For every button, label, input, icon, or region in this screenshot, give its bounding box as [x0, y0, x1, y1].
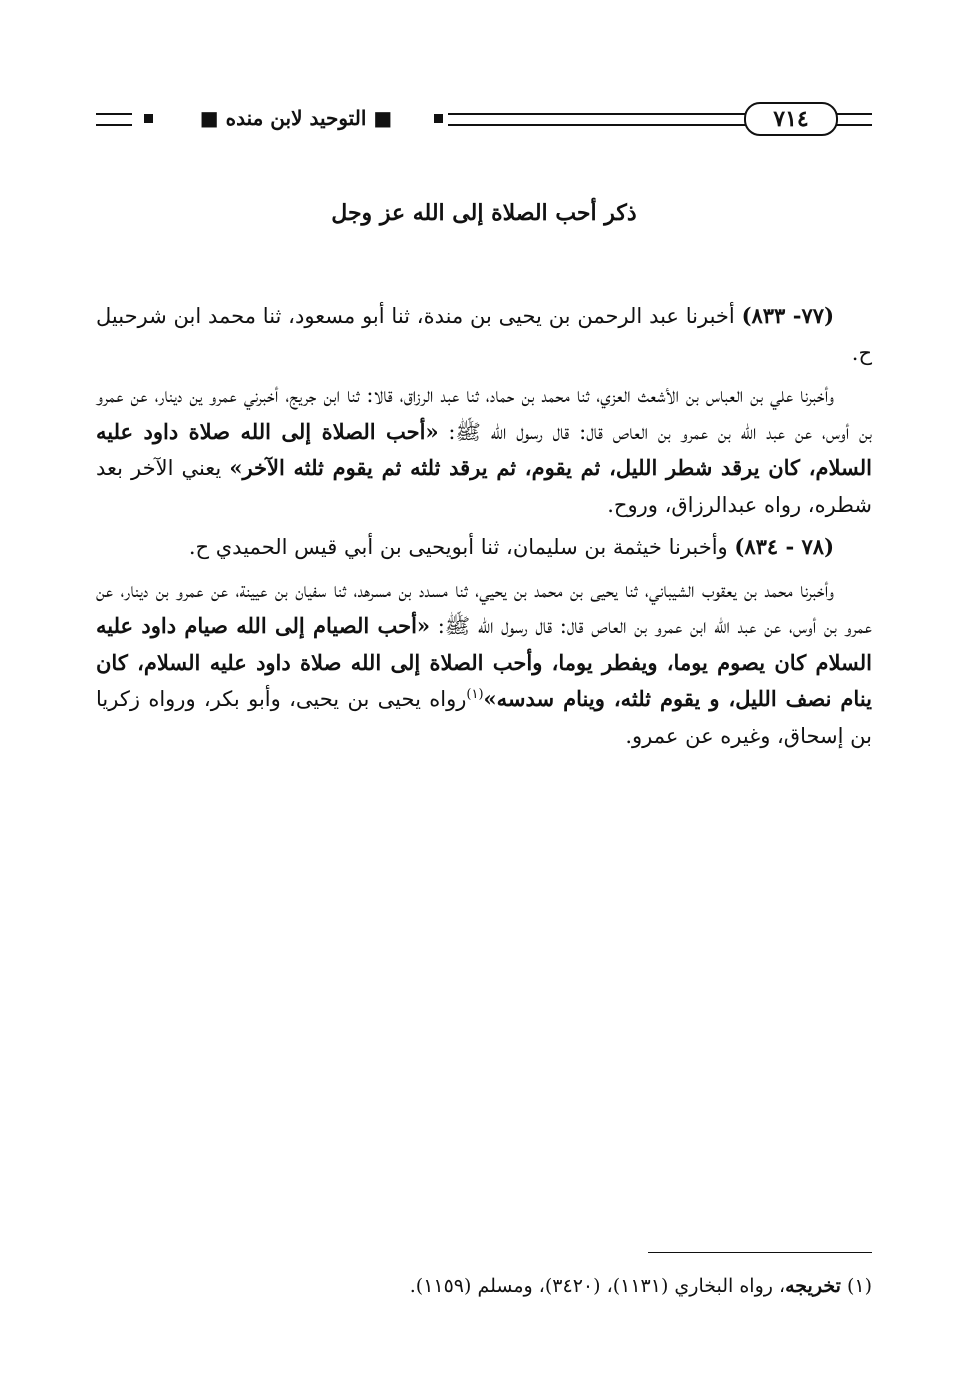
paragraph	[96, 529, 872, 566]
hadith-number: (٧٧- ٨٣٣)	[741, 303, 835, 328]
paragraph-text: وأخبرنا محمد بن يعقوب الشيباني، ثنا يحيى بن محمد بن يحيي، ثنا مسدد بن مسرهد، ثنا سفيان بن عيينة، عن عمرو بن دينار، عن عمرو بن أوس، عن عبد الله ابن عمرو بن العاص قال: قال رسول الله ﷺ:	[96, 577, 872, 638]
footnote-text: ، رواه البخاري (١١٣١)، (٣٤٢٠)، ومسلم (١١٥٩).	[409, 1275, 786, 1297]
paragraph	[96, 377, 872, 523]
running-header	[96, 100, 872, 144]
hadith-number: (٧٨ - ٨٣٤)	[734, 534, 834, 559]
footnote-reference[interactable]: (١)	[466, 687, 484, 702]
paragraph-text: أخبرنا عبد الرحمن بن يحيى بن مندة، ثنا أبو مسعود، ثنا محمد ابن شرحبيل ح.	[96, 304, 872, 365]
paragraph-text: وأخبرنا خيثمة بن سليمان، ثنا أبويحيى بن أبي قيس الحميدي ح.	[188, 535, 735, 559]
header-rule	[96, 113, 132, 126]
footnote-separator	[648, 1252, 872, 1253]
body-text	[96, 298, 872, 760]
section-title: ذكر أحب الصلاة إلى الله عز وجل	[331, 200, 637, 226]
book-title: ■ التوحيد لابن منده ■	[199, 106, 393, 130]
paragraph-text: يعني الآخر بعد شطره، رواه عبدالرزاق، وروح.	[96, 456, 872, 517]
header-rule	[836, 113, 872, 126]
paragraph	[96, 572, 872, 755]
header-ornament	[144, 114, 153, 123]
footnote-marker: (١)	[846, 1275, 872, 1297]
hadith-text: «أحب الصيام إلى الله صيام داود عليه السلام كان يصوم يوما، ويفطر يوما، وأحب الصلاة إلى الله صلاة داود عليه السلام، كان ينام نصف الليل، و يقوم ثلثه، وينام سدسه»	[96, 613, 873, 711]
footnote-label: تخريجه	[785, 1275, 841, 1297]
header-ornament	[434, 114, 443, 123]
hadith-text: «أحب الصلاة إلى الله صلاة داود عليه السلام، كان يرقد شطر الليل، ثم يقوم، ثم يرقد ثلثه ثم يقوم ثلثه الآخر»	[96, 418, 872, 480]
paragraph-text: رواه يحيى بن يحيى، وأبو بكر، ورواه زكريا بن إسحاق، وغيره عن عمرو.	[96, 687, 872, 748]
footnote	[96, 1272, 872, 1300]
paragraph	[96, 298, 872, 371]
paragraph-text: وأخبرنا علي بن العباس بن الأشعث العزي، ثنا محمد بن حماد، ثنا عبد الرزاق، قالا: ثنا ابن جريج، أخبرني عمرو ين دينار، عن عمرو بن أوس، عن عبد الله بن عمرو بن العاص قال: قال رسول الله ﷺ:	[96, 383, 872, 444]
page-number: ٧١٤	[744, 102, 838, 136]
